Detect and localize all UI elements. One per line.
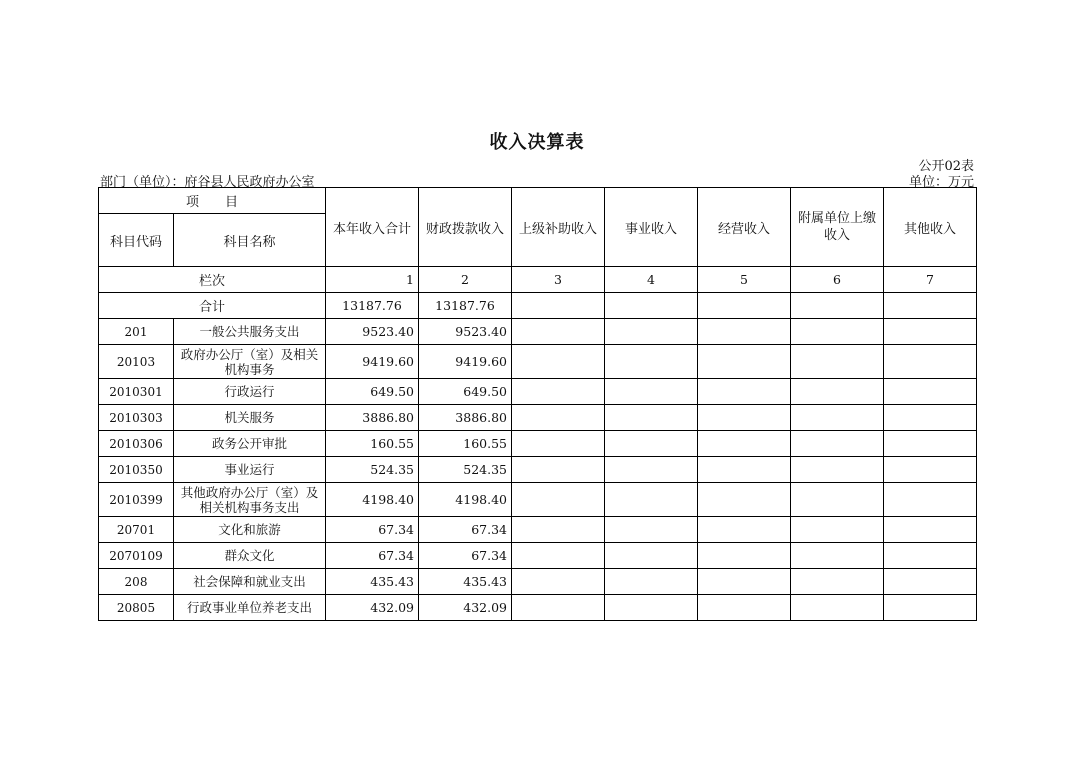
department-label: 部门（单位）：府谷县人民政府办公室 xyxy=(100,175,315,190)
other-income xyxy=(884,457,977,483)
table-row xyxy=(99,379,977,405)
column-number: 7 xyxy=(884,267,977,293)
form-number: 公开02表 xyxy=(918,159,974,174)
other-income xyxy=(884,431,977,457)
fiscal-income: 9523.40 xyxy=(419,319,512,345)
column-number: 6 xyxy=(791,267,884,293)
business-income xyxy=(605,431,698,457)
total-income: 3886.80 xyxy=(326,405,419,431)
subject-code: 201 xyxy=(99,319,174,345)
subject-code: 2010306 xyxy=(99,431,174,457)
total-income: 67.34 xyxy=(326,543,419,569)
affiliate-income xyxy=(791,457,884,483)
operating-income xyxy=(698,543,791,569)
operating-income xyxy=(698,483,791,517)
total-income: 160.55 xyxy=(326,431,419,457)
affiliate-income xyxy=(791,517,884,543)
column-number: 1 xyxy=(326,267,419,293)
column-number: 4 xyxy=(605,267,698,293)
fiscal-income: 67.34 xyxy=(419,543,512,569)
affiliate-income xyxy=(791,345,884,379)
column-number: 2 xyxy=(419,267,512,293)
total-income: 435.43 xyxy=(326,569,419,595)
column-number-row xyxy=(99,267,977,293)
affiliate-income xyxy=(791,405,884,431)
table-row xyxy=(99,457,977,483)
sum-total: 13187.76 xyxy=(326,293,419,319)
subject-code: 2070109 xyxy=(99,543,174,569)
affiliate-income xyxy=(791,543,884,569)
affiliate-income xyxy=(791,379,884,405)
superior-income xyxy=(512,319,605,345)
superior-income xyxy=(512,517,605,543)
subject-name: 行政运行 xyxy=(174,379,326,405)
other-income xyxy=(884,319,977,345)
header-superior: 上级补助收入 xyxy=(512,188,605,267)
operating-income xyxy=(698,379,791,405)
operating-income xyxy=(698,517,791,543)
other-income xyxy=(884,569,977,595)
column-number: 3 xyxy=(512,267,605,293)
total-income: 432.09 xyxy=(326,595,419,621)
superior-income xyxy=(512,595,605,621)
fiscal-income: 3886.80 xyxy=(419,405,512,431)
subject-code: 2010303 xyxy=(99,405,174,431)
other-income xyxy=(884,345,977,379)
fiscal-income: 67.34 xyxy=(419,517,512,543)
subject-code: 2010350 xyxy=(99,457,174,483)
affiliate-income xyxy=(791,595,884,621)
other-income xyxy=(884,543,977,569)
other-income xyxy=(884,517,977,543)
header-other: 其他收入 xyxy=(884,188,977,267)
subject-name: 社会保障和就业支出 xyxy=(174,569,326,595)
sum-fiscal: 13187.76 xyxy=(419,293,512,319)
other-income xyxy=(884,405,977,431)
superior-income xyxy=(512,483,605,517)
operating-income xyxy=(698,595,791,621)
table-row xyxy=(99,595,977,621)
superior-income xyxy=(512,431,605,457)
operating-income xyxy=(698,319,791,345)
affiliate-income xyxy=(791,319,884,345)
total-income: 9523.40 xyxy=(326,319,419,345)
other-income xyxy=(884,379,977,405)
business-income xyxy=(605,569,698,595)
subject-code: 2010301 xyxy=(99,379,174,405)
affiliate-income xyxy=(791,569,884,595)
table-row xyxy=(99,431,977,457)
table-row xyxy=(99,405,977,431)
fiscal-income: 9419.60 xyxy=(419,345,512,379)
business-income xyxy=(605,543,698,569)
fiscal-income: 432.09 xyxy=(419,595,512,621)
total-income: 9419.60 xyxy=(326,345,419,379)
subject-name: 政府办公厅（室）及相关机构事务 xyxy=(174,345,326,379)
business-income xyxy=(605,483,698,517)
table-row xyxy=(99,569,977,595)
subject-code: 2010399 xyxy=(99,483,174,517)
sum-label: 合计 xyxy=(99,293,326,319)
subject-code: 208 xyxy=(99,569,174,595)
business-income xyxy=(605,595,698,621)
header-operating: 经营收入 xyxy=(698,188,791,267)
column-number: 5 xyxy=(698,267,791,293)
header-code: 科目代码 xyxy=(99,214,174,267)
unit-label: 单位：万元 xyxy=(908,175,974,190)
other-income xyxy=(884,595,977,621)
table-row xyxy=(99,345,977,379)
affiliate-income xyxy=(791,483,884,517)
sum-row xyxy=(99,293,977,319)
subject-name: 群众文化 xyxy=(174,543,326,569)
header-fiscal: 财政拨款收入 xyxy=(419,188,512,267)
superior-income xyxy=(512,569,605,595)
subject-code: 20805 xyxy=(99,595,174,621)
subject-name: 行政事业单位养老支出 xyxy=(174,595,326,621)
income-table xyxy=(98,187,977,621)
header-name: 科目名称 xyxy=(174,214,326,267)
fiscal-income: 160.55 xyxy=(419,431,512,457)
business-income xyxy=(605,379,698,405)
other-income xyxy=(884,483,977,517)
header-business: 事业收入 xyxy=(605,188,698,267)
subject-name: 一般公共服务支出 xyxy=(174,319,326,345)
subject-name: 机关服务 xyxy=(174,405,326,431)
operating-income xyxy=(698,405,791,431)
total-income: 67.34 xyxy=(326,517,419,543)
subject-code: 20103 xyxy=(99,345,174,379)
header-total: 本年收入合计 xyxy=(326,188,419,267)
affiliate-income xyxy=(791,431,884,457)
operating-income xyxy=(698,345,791,379)
page-title: 收入决算表 xyxy=(489,132,585,153)
column-number-label: 栏次 xyxy=(99,267,326,293)
header-affiliate: 附属单位上缴收入 xyxy=(791,188,884,267)
superior-income xyxy=(512,543,605,569)
business-income xyxy=(605,319,698,345)
operating-income xyxy=(698,569,791,595)
superior-income xyxy=(512,457,605,483)
table-row xyxy=(99,483,977,517)
operating-income xyxy=(698,457,791,483)
total-income: 649.50 xyxy=(326,379,419,405)
business-income xyxy=(605,517,698,543)
business-income xyxy=(605,457,698,483)
fiscal-income: 435.43 xyxy=(419,569,512,595)
subject-name: 政务公开审批 xyxy=(174,431,326,457)
fiscal-income: 4198.40 xyxy=(419,483,512,517)
table-row xyxy=(99,517,977,543)
business-income xyxy=(605,345,698,379)
total-income: 524.35 xyxy=(326,457,419,483)
operating-income xyxy=(698,431,791,457)
table-row xyxy=(99,319,977,345)
subject-code: 20701 xyxy=(99,517,174,543)
header-item: 项 目 xyxy=(99,188,326,214)
fiscal-income: 649.50 xyxy=(419,379,512,405)
subject-name: 其他政府办公厅（室）及相关机构事务支出 xyxy=(174,483,326,517)
business-income xyxy=(605,405,698,431)
superior-income xyxy=(512,345,605,379)
total-income: 4198.40 xyxy=(326,483,419,517)
subject-name: 文化和旅游 xyxy=(174,517,326,543)
superior-income xyxy=(512,379,605,405)
superior-income xyxy=(512,405,605,431)
fiscal-income: 524.35 xyxy=(419,457,512,483)
table-row xyxy=(99,543,977,569)
subject-name: 事业运行 xyxy=(174,457,326,483)
